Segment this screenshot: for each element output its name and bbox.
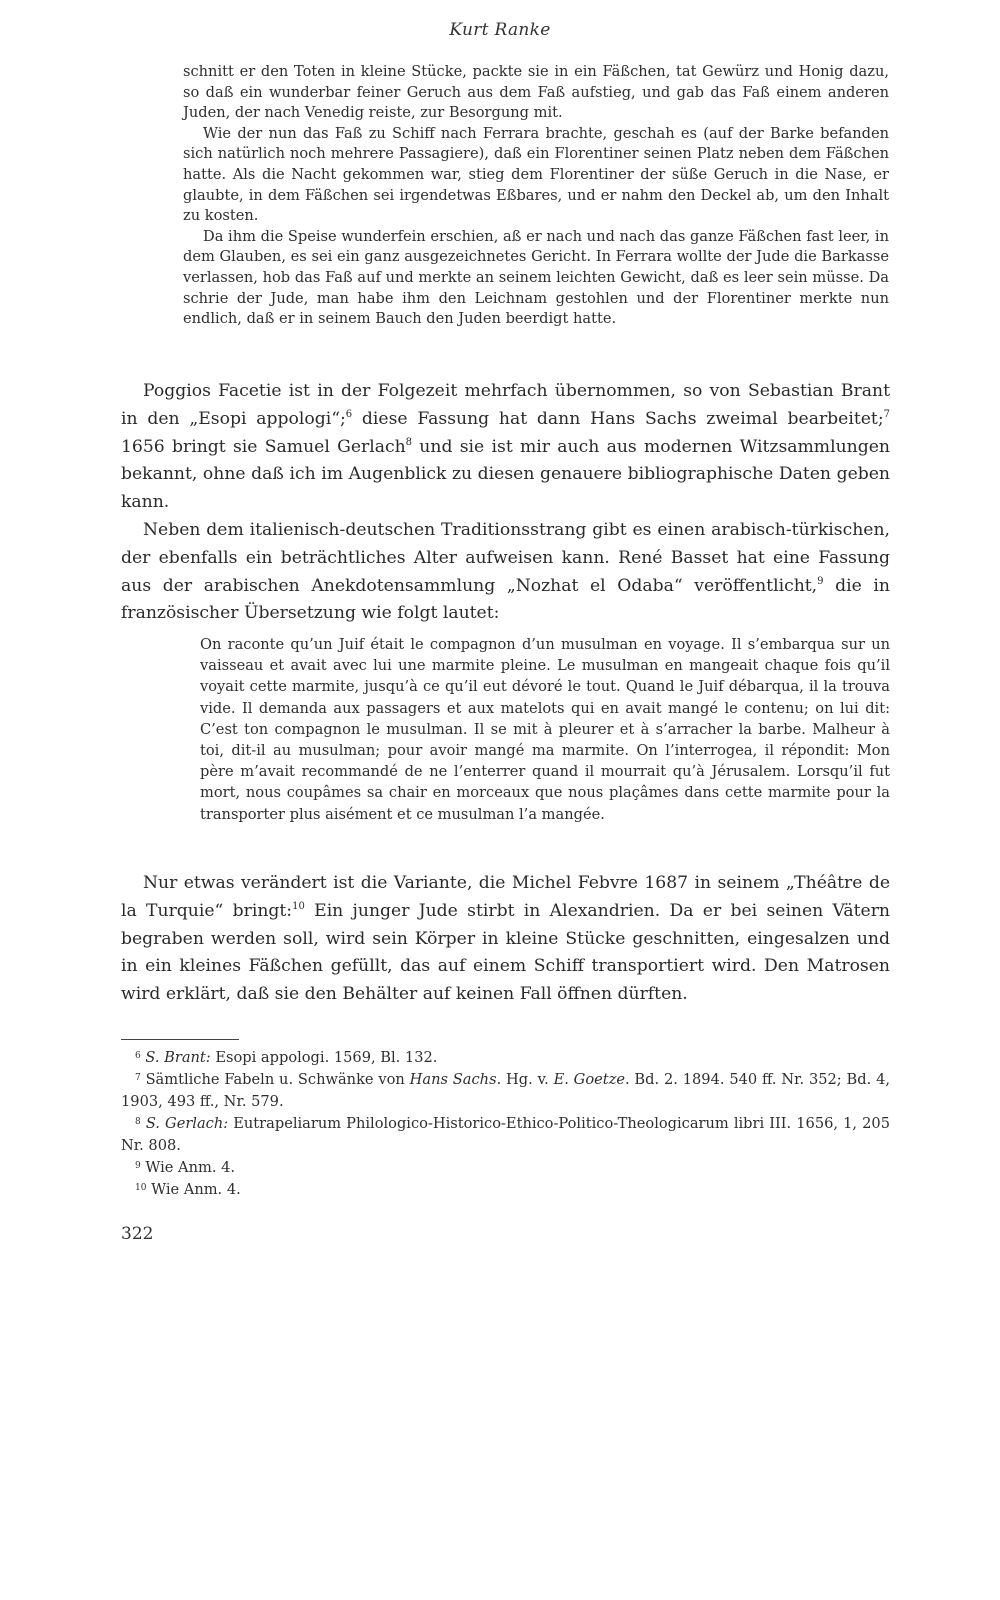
text-run: diese Fassung hat dann Hans Sachs zweimal bearbeitet; — [352, 408, 884, 429]
footnote-number: 8 — [135, 1117, 141, 1128]
footnote-10 — [121, 1178, 890, 1200]
footnote-number: 6 — [135, 1051, 141, 1061]
footnote-8 — [121, 1112, 890, 1156]
body-paragraph — [121, 378, 890, 517]
footnote-9 — [121, 1156, 890, 1178]
block-quote-german — [183, 62, 889, 330]
text-run: und sie ist mir auch aus modernen Witzsammlungen bekannt, ohne daß ich im Augenblick zu diesen genauere bibliographische Daten geben kann. — [121, 436, 890, 513]
footnote-text: . Hg. v. — [496, 1071, 554, 1089]
text-run: Nur etwas verändert ist die Variante, die Michel Febvre 1687 in seinem „Théâtre de la Turquie“ bringt: — [121, 873, 890, 921]
footnote-ref: 8 — [405, 436, 413, 448]
footnote-author: S. Brant: — [145, 1049, 211, 1066]
text-run: die in französischer Übersetzung wie folgt lautet: — [121, 575, 890, 624]
french-quote-text: On raconte qu’un Juif était le compagnon d’un musulman en voyage. Il s’embarqua sur un vaisseau et avait avec lui une marmite pleine. Le musulman en mangeait chaque fois qu’il voyait cette marmite, jusqu’à ce qu’il eut dévoré le tout. Quand le Juif débarqua, il la trouva vide. Il demanda aux passagers et aux matelots qui en avait mangé le contenu; on lui dit: C’est ton compagnon le musulman. Il se mit à pleurer et à s’arracher la barbe. Malheur à toi, dit-il au musulman; pour avoir mangé ma marmite. On l’interrogea, il répondit: Mon père m’avait recommandé de ne l’enterrer quand il mourrait qu’à Jérusalem. Lorsqu’il fut mort, nous coupâmes sa chair en morceaux que nous plaçâmes dans cette marmite pour la transporter plus aisément et ce musulman l’a mangée. — [200, 636, 890, 823]
quote-paragraph: schnitt er den Toten in kleine Stücke, packte sie in ein Fäßchen, tat Gewürz und Honig dazu, so daß ein wunderbar feiner Geruch aus dem Faß aufstieg, und gab das Faß einem anderen Juden, der nach Venedig reiste, zur Besorgung mit. — [183, 63, 889, 122]
text-run: Ein junger Jude stirbt in Alexandrien. Da er bei seinen Vätern begraben werden soll, wird sein Körper in kleine Stücke geschnitten, eingesalzen und in ein kleines Fäßchen gefüllt, das auf einem Schiff transportiert wird. Den Matrosen wird erklärt, daß sie den Behälter auf keinen Fall öffnen dürften. — [121, 900, 890, 1005]
footnote-ref: 7 — [883, 408, 891, 420]
quote-paragraph: Wie der nun das Faß zu Schiff nach Ferrara brachte, geschah es (auf der Barke befanden sich natürlich noch mehrere Passagiere), daß ein Florentiner seinen Platz neben dem Fäßchen hatte. Als die Nacht gekommen war, stieg dem Florentiner der süße Geruch in die Nase, er glaubte, in dem Fäßchen sei irgendetwas Eßbares, und er nahm den Deckel ab, um den Inhalt zu kosten. — [183, 124, 889, 225]
footnote-7 — [121, 1068, 890, 1112]
text-run: Neben dem italienisch-deutschen Traditionsstrang gibt es einen arabisch-türkischen, der ebenfalls ein beträchtliches Alter aufweisen kann. René Basset hat eine Fassung aus der arabischen Anekdotensammlung „Nozhat el Odaba“ veröffentlicht, — [121, 519, 890, 596]
footnote-number: 9 — [135, 1161, 141, 1172]
body-text-2 — [121, 870, 890, 1009]
footnote-editor: E. Goetze — [553, 1071, 625, 1089]
body-paragraph — [121, 870, 890, 1009]
footnote-text: Wie Anm. 4. — [146, 1181, 241, 1199]
footnote-text: Sämtliche Fabeln u. Schwänke von — [140, 1071, 410, 1089]
footnote-ref: 6 — [345, 408, 353, 420]
footnote-ref: 10 — [292, 900, 305, 912]
running-head: Kurt Ranke — [449, 20, 551, 40]
footnote-text: . Bd. 2. 1894. 540 ff. Nr. 352; Bd. 4, 1903, 493 ff., Nr. 579. — [121, 1071, 891, 1110]
footnote-number: 7 — [135, 1073, 141, 1084]
footnote-number: 10 — [135, 1183, 147, 1194]
text-run: Poggios Facetie ist in der Folgezeit mehrfach übernommen, so von Sebastian Brant in den „Esopi appologi“; — [121, 381, 890, 429]
quote-paragraph: Da ihm die Speise wunderfein erschien, aß er nach und nach das ganze Fäßchen fast leer, in dem Glauben, es sei ein ganz ausgezeichnetes Gericht. In Ferrara wollte der Jude die Barkasse verlassen, hob das Faß auf und merkte an seinem leichten Gewicht, daß es leer sein müsse. Da schrie der Jude, man habe ihm den Leichnam gestohlen und der Florentiner merkte nun endlich, daß er in seinem Bauch den Juden beerdigt hatte. — [183, 227, 889, 328]
footnote-author: Hans Sachs — [409, 1071, 497, 1089]
body-paragraph — [121, 517, 890, 628]
footnote-rule — [121, 1039, 239, 1040]
footnote-text: Wie Anm. 4. — [140, 1159, 236, 1177]
page-number: 322 — [121, 1224, 154, 1244]
footnote-text: Eutrapeliarum Philologico-Historico-Ethico-Politico-Theologicarum libri III. 1656, 1, 205 Nr. 808. — [121, 1115, 891, 1154]
footnotes — [121, 1046, 890, 1201]
footnote-text: Esopi appologi. 1569, Bl. 132. — [210, 1049, 438, 1066]
text-run: 1656 bringt sie Samuel Gerlach — [121, 436, 406, 457]
body-text-1 — [121, 378, 890, 628]
footnote-6 — [121, 1046, 890, 1068]
footnote-ref: 9 — [817, 575, 824, 587]
footnote-author: S. Gerlach: — [145, 1115, 229, 1133]
block-quote-french — [200, 634, 890, 825]
